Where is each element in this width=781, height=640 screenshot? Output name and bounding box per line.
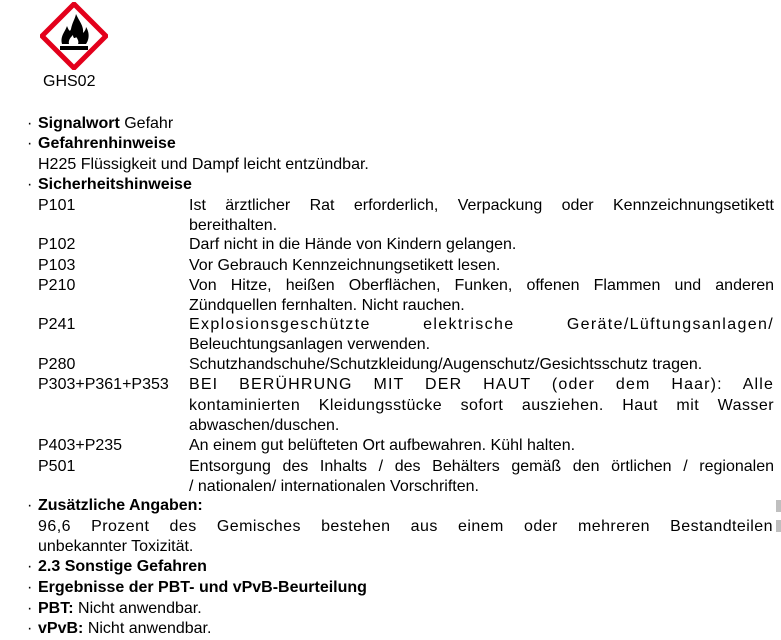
precaution-text: An einem gut belüfteten Ort aufbewahren. Kühl halten. xyxy=(189,437,576,454)
precaution-text: Darf nicht in die Hände von Kindern gelangen. xyxy=(189,236,517,253)
vpvb-line xyxy=(27,619,211,639)
bullet: · xyxy=(27,497,33,514)
precaution-text: Entsorgung des Inhalts / des Behälters gemäß den örtlichen / regionalen xyxy=(189,458,774,475)
hazard-statement: H225 Flüssigkeit und Dampf leicht entzündbar. xyxy=(38,156,369,173)
other-hazards-heading: 2.3 Sonstige Gefahren xyxy=(38,558,207,575)
precaution-text: Beleuchtungsanlagen verwenden. xyxy=(189,336,431,353)
precaution-text: Zündquellen fernhalten. Nicht rauchen. xyxy=(189,297,465,314)
precaution-code: P280 xyxy=(38,356,76,373)
precaution-code: P103 xyxy=(38,257,76,274)
precaution-text: kontaminierten Kleidungsstücke sofort ausziehen. Haut mit Wasser xyxy=(189,397,774,414)
signal-word-label: Signalwort xyxy=(38,115,120,132)
edge-marker xyxy=(776,520,781,532)
bullet: · xyxy=(27,135,33,152)
precaution-code: P241 xyxy=(38,316,76,333)
precaution-code: P403+P235 xyxy=(38,437,123,454)
pbt-section-heading: Ergebnisse der PBT- und vPvB-Beurteilung xyxy=(38,579,367,596)
hazard-heading: Gefahrenhinweise xyxy=(38,135,176,152)
pbt-section-line xyxy=(27,578,367,598)
precaution-text: / nationalen/ internationalen Vorschriften. xyxy=(189,478,479,495)
bullet: · xyxy=(27,600,33,617)
ghs-code: GHS02 xyxy=(43,73,96,90)
flame-pictogram-icon xyxy=(40,2,108,70)
bullet: · xyxy=(27,620,33,637)
vpvb-label: vPvB: xyxy=(38,620,84,637)
pbt-line xyxy=(27,599,202,619)
precaution-heading-line xyxy=(27,175,192,195)
precaution-text: Vor Gebrauch Kennzeichnungsetikett lesen. xyxy=(189,257,501,274)
additional-heading: Zusätzliche Angaben: xyxy=(38,497,203,514)
other-hazards-line xyxy=(27,557,207,577)
vpvb-value: Nicht anwendbar. xyxy=(87,620,212,637)
pbt-label: PBT: xyxy=(38,600,74,617)
edge-marker xyxy=(776,500,781,512)
precaution-text: bereithalten. xyxy=(189,217,278,234)
precaution-heading: Sicherheitshinweise xyxy=(38,176,192,193)
additional-text: unbekannter Toxizität. xyxy=(38,538,194,555)
additional-text: 96,6 Prozent des Gemisches bestehen aus einem oder mehreren Bestandteilen xyxy=(38,518,773,535)
precaution-code: P102 xyxy=(38,236,76,253)
precaution-text: Schutzhandschuhe/Schutzkleidung/Augenschutz/Gesichtsschutz tragen. xyxy=(189,356,703,373)
precaution-text: Explosionsgeschützte elektrische Geräte/Lüftungsanlagen/ xyxy=(189,316,774,333)
precaution-text: BEI BERÜHRUNG MIT DER HAUT (oder dem Haar): Alle xyxy=(189,376,774,393)
pbt-value: Nicht anwendbar. xyxy=(78,600,202,617)
precaution-text: Ist ärztlicher Rat erforderlich, Verpackung oder Kennzeichnungsetikett xyxy=(189,197,774,214)
precaution-code: P303+P361+P353 xyxy=(38,376,169,393)
bullet: · xyxy=(27,115,33,132)
hazard-heading-line xyxy=(27,134,176,154)
bullet: · xyxy=(27,176,33,193)
precaution-text: abwaschen/duschen. xyxy=(189,417,340,434)
precaution-text: Von Hitze, heißen Oberflächen, Funken, offenen Flammen und anderen xyxy=(189,277,774,294)
additional-heading-line xyxy=(27,496,203,516)
signal-word-line xyxy=(27,114,173,134)
signal-word-value: Gefahr xyxy=(124,115,174,132)
precaution-code: P101 xyxy=(38,197,76,214)
precaution-code: P501 xyxy=(38,458,76,475)
precaution-code: P210 xyxy=(38,277,76,294)
bullet: · xyxy=(27,579,33,596)
bullet: · xyxy=(27,558,33,575)
